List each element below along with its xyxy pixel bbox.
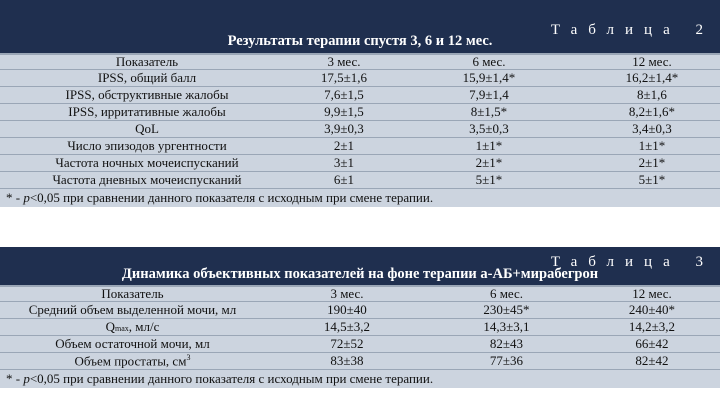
column-header: 6 мес. [472, 54, 506, 69]
cell-value: 14,5±3,2 [323, 319, 371, 334]
table-3-objective [0, 247, 720, 388]
table-row [0, 70, 720, 87]
table-title: Динамика объективных показателей на фоне терапии а-АБ+мирабегрон [121, 266, 599, 282]
table-footnote [0, 370, 720, 388]
table-header-bar [0, 0, 720, 53]
cell-value: 82±42 [635, 353, 669, 368]
table-footnote [0, 189, 720, 207]
table-row [0, 121, 720, 138]
row-label: Частота ночных мочеиспусканий [55, 155, 239, 170]
table-row [0, 155, 720, 172]
cell-value: 5±1* [475, 172, 503, 187]
cell-value: 8±1,6 [637, 87, 667, 102]
cell-value: 2±1 [333, 138, 355, 153]
table-number: Таблица 3 [550, 254, 714, 270]
footnote-p: p [23, 371, 30, 386]
row-label [0, 319, 265, 335]
cell-value: 8,2±1,6* [628, 104, 676, 119]
row-label: IPSS, общий балл [97, 70, 197, 85]
row-label: IPSS, ирритативные жалобы [68, 104, 226, 119]
cell-value: 9,9±1,5 [324, 104, 364, 119]
table-number: Таблица 2 [550, 22, 714, 38]
cell-value: 82±43 [489, 336, 524, 351]
footnote-text: <0,05 при сравнении данного показателя с исходным при смене терапии. [29, 190, 434, 205]
cell-value: 2±1* [638, 155, 666, 170]
table-row [0, 87, 720, 104]
cell-value: 8±1,5* [470, 104, 508, 119]
footnote-text: <0,05 при сравнении данного показателя с исходным при смене терапии. [29, 371, 434, 386]
column-header: Показатель [101, 286, 164, 301]
cell-value: 3±1 [333, 155, 355, 170]
cell-value: 14,2±3,2 [628, 319, 676, 334]
cell-value: 240±40* [628, 302, 676, 317]
row-label: Средний объем выделенной мочи, мл [28, 302, 237, 317]
cell-value: 3,9±0,3 [324, 121, 364, 136]
cell-value: 66±42 [635, 336, 669, 351]
row-label: Частота дневных мочеиспусканий [52, 172, 242, 187]
cell-value: 5±1* [638, 172, 666, 187]
table-row [0, 319, 720, 336]
table-title: Результаты терапии спустя 3, 6 и 12 мес. [227, 33, 493, 49]
cell-value: 190±40 [327, 302, 367, 317]
column-header: Показатель [115, 54, 179, 69]
cell-value: 1±1* [475, 138, 503, 153]
cell-value: 1±1* [638, 138, 666, 153]
column-header: 3 мес. [330, 286, 364, 301]
table-body [0, 53, 720, 207]
cell-value: 7,9±1,4 [469, 87, 509, 102]
row-label: Число эпизодов ургентности [67, 138, 227, 153]
table-body [0, 285, 720, 388]
table-row [0, 302, 720, 319]
cell-value: 83±38 [330, 353, 364, 368]
prostate-label: Объем простаты, см [74, 353, 187, 369]
row-label: QoL [135, 121, 159, 136]
table-header-bar [0, 247, 720, 285]
table-row [0, 172, 720, 189]
row-label [0, 353, 265, 369]
footnote-prefix: * - [6, 190, 24, 205]
footnote-prefix: * - [6, 371, 24, 386]
table-header-row [0, 285, 720, 302]
prostate-sup: 3 [186, 352, 191, 362]
cell-value: 17,5±1,6 [320, 70, 368, 85]
table-row [0, 336, 720, 353]
cell-value: 77±36 [489, 353, 524, 368]
column-header: 12 мес. [632, 286, 672, 301]
column-header: 12 мес. [632, 54, 672, 69]
row-label: IPSS, обструктивные жалобы [65, 87, 229, 102]
cell-value: 3,5±0,3 [469, 121, 509, 136]
qmax-sub: max [115, 324, 129, 333]
cell-value: 3,4±0,3 [632, 121, 672, 136]
cell-value: 6±1 [333, 172, 355, 187]
table-row [0, 353, 720, 370]
row-label: Объем остаточной мочи, мл [55, 336, 210, 351]
table-row [0, 138, 720, 155]
footnote-p: p [23, 190, 30, 205]
cell-value: 230±45* [483, 302, 530, 317]
cell-value: 16,2±1,4* [625, 70, 679, 85]
cell-value: 72±52 [330, 336, 364, 351]
cell-value: 14,3±3,1 [483, 319, 530, 334]
cell-value: 15,9±1,4* [462, 70, 516, 85]
table-header-row [0, 53, 720, 70]
cell-value: 7,6±1,5 [324, 87, 364, 102]
table-row [0, 104, 720, 121]
qmax-unit: , мл/с [128, 319, 160, 334]
column-header: 3 мес. [327, 54, 361, 69]
qmax-q: Q [105, 319, 115, 334]
column-header: 6 мес. [489, 286, 524, 301]
cell-value: 2±1* [475, 155, 503, 170]
